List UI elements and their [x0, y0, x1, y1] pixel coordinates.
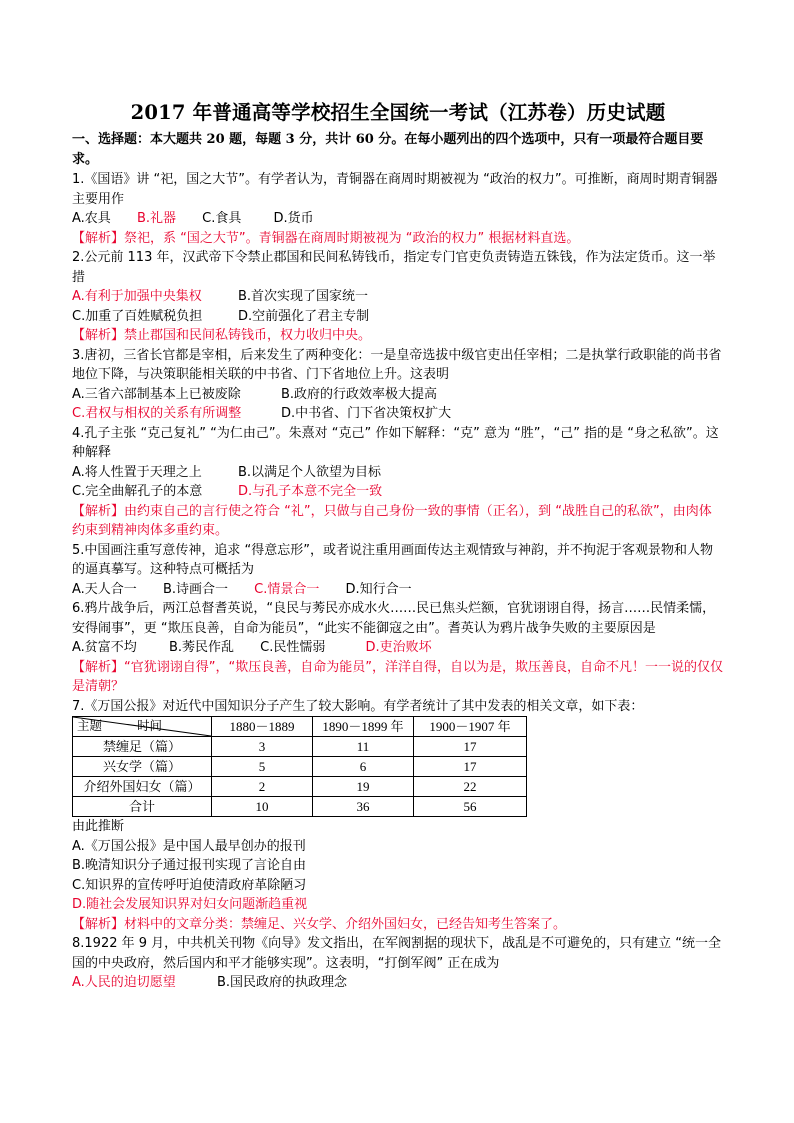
table-header: 1890－1899 年: [313, 717, 414, 737]
question-4-stem: 4.孔子主张 “克己复礼” “为仁由己”。朱熹对 “克己” 作如下解释：“克” 意为 “胜”，“己” 指的是 “身之私欲”。这种解释: [72, 425, 719, 460]
q2-option-a: A.有利于加强中央集权: [72, 289, 202, 304]
analysis-text: “官犹诩诩自得”，“欺压良善，自命为能员”，洋洋自得，自以为是，欺压善良，自命不凡！一一说的仅仅是清朝？: [72, 659, 723, 694]
table-row: [73, 757, 527, 777]
q1-option-c: C.食具: [202, 211, 242, 226]
q8-option-a: A.人民的迫切愿望: [72, 975, 176, 990]
row-label: 合计: [73, 797, 212, 817]
question-6-stem: 6.鸦片战争后，两江总督耆英说，“良民与莠民亦成水火……民已焦头烂额，官犹诩诩自得，扬言……民情柔懦，安得闹事”，更 “欺压良善，自命为能员”，“此实不能御寇之由”。耆英认为鸦片战争失败的主要原因是: [72, 601, 716, 636]
statistics-table: [72, 716, 527, 817]
question-2-analysis: [72, 326, 724, 346]
analysis-text: 由约束自己的言行使之符合 “礼”，只做与自己身份一致的事情（正名），到 “战胜自己的私欲”，由肉体约束到精神肉体多重约束。: [72, 503, 712, 538]
q3-option-a: A.三省六部制基本上已被废除: [72, 386, 241, 402]
q6-option-a: A.贫富不均: [72, 640, 137, 655]
question-5-stem: 5.中国画注重写意传神，追求 “得意忘形”，或者说注重用画面传达主观情致与神韵，并不拘泥于客观景物和人物的逼真摹写。这种特点可概括为: [72, 542, 714, 577]
question-2-options: [72, 287, 724, 307]
page-title: 2017 年普通高等学校招生全国统一考试（江苏卷）历史试题: [130, 101, 666, 124]
table-cell: 17: [414, 757, 527, 777]
question-2-options-row2: [72, 307, 724, 327]
q3-option-b: B.政府的行政效率极大提高: [281, 386, 438, 402]
corner-theme-label: 主题: [77, 719, 103, 733]
q6-option-c: C.民性懦弱: [260, 640, 326, 655]
q4-option-c: C.完全曲解孔子的本意: [72, 484, 203, 499]
analysis-tag: 【解析】: [72, 659, 125, 675]
q8-option-b: B.国民政府的执政理念: [217, 975, 348, 990]
question-7-stem: 7.《万国公报》对近代中国知识分子产生了较大影响。有学者统计了其中发表的相关文章，如下表：: [72, 698, 644, 714]
q7-option-a: A.《万国公报》是中国人最早创办的报刊: [72, 838, 306, 854]
table-cell: 10: [212, 797, 313, 817]
row-label: 介绍外国妇女（篇）: [73, 777, 212, 797]
question-6-analysis: [72, 658, 724, 697]
q2-option-c: C.加重了百姓赋税负担: [72, 308, 203, 324]
table-corner-cell: [73, 717, 212, 737]
analysis-tag: 【解析】: [72, 503, 125, 519]
exam-page: [72, 100, 724, 993]
question-3-options: [72, 385, 724, 405]
table-cell: 56: [414, 797, 527, 817]
question-4-options-row2: [72, 482, 724, 502]
q3-option-c: C.君权与相权的关系有所调整: [72, 406, 242, 421]
question-2-stem: 2.公元前 113 年，汉武帝下令禁止郡国和民间私铸钱币，指定专门官吏负责铸造五铢钱，作为法定货币。这一举措: [72, 250, 716, 285]
analysis-tag: 【解析】: [72, 916, 125, 932]
q2-option-b: B.首次实现了国家统一: [238, 289, 369, 304]
table-header-row: [73, 717, 527, 737]
table-row: [73, 797, 527, 817]
question-5-options: [72, 580, 724, 600]
q5-option-c: C.情景合一: [254, 581, 320, 597]
analysis-tag: 【解析】: [72, 328, 125, 343]
q4-option-d: D.与孔子本意不完全一致: [238, 484, 383, 499]
question-3-stem: 3.唐初，三省长官都是宰相，后来发生了两种变化：一是皇帝选拔中级官吏出任宰相；二是执掌行政职能的尚书省地位下降，与决策职能相关联的中书省、门下省地位上升。这表明: [72, 347, 722, 382]
row-label: 兴女学（篇）: [73, 757, 212, 777]
q7-option-b: B.晚清知识分子通过报刊实现了言论自由: [72, 858, 307, 873]
q3-option-d: D.中书省、门下省决策权扩大: [281, 406, 452, 421]
question-6-options: [72, 638, 724, 658]
table-cell: 17: [414, 737, 527, 757]
q5-option-d: D.知行合一: [345, 581, 412, 597]
q6-option-b: B.莠民作乱: [168, 640, 235, 655]
question-3-options-row2: [72, 404, 724, 424]
q4-option-b: B.以满足个人欲望为目标: [238, 464, 382, 480]
question-4-options: [72, 463, 724, 483]
q7-option-c: C.知识界的宣传呼吁迫使清政府革除陋习: [72, 877, 307, 893]
table-cell: 6: [313, 757, 414, 777]
question-8-stem: 8.1922 年 9 月，中共机关刊物《向导》发文指出，在军阀割据的现状下，战乱是不可避免的，只有建立 “统一全国的中央政府，然后国内和平才能够实现”。这表明，“打倒军阀” 正在成为: [72, 936, 722, 971]
table-row: [73, 777, 527, 797]
table-cell: 5: [212, 757, 313, 777]
table-cell: 19: [313, 777, 414, 797]
table-cell: 11: [313, 737, 414, 757]
table-header: 1900－1907 年: [414, 717, 527, 737]
q1-option-b: B.礼器: [136, 211, 177, 226]
table-cell: 2: [212, 777, 313, 797]
q2-option-d: D.空前强化了君主专制: [238, 308, 370, 324]
table-cell: 3: [212, 737, 313, 757]
q5-option-b: B.诗画合一: [162, 581, 229, 597]
section-heading: 一、选择题：本大题共 20 题，每题 3 分，共计 60 分。在每小题列出的四个选项中，只有一项最符合题目要求。: [72, 132, 704, 167]
analysis-tag: 【解析】: [72, 230, 125, 246]
table-cell: 36: [313, 797, 414, 817]
analysis-text: 祭祀，系 “国之大节”。青铜器在商周时期被视为 “政治的权力” 根据材料直选。: [124, 230, 580, 246]
corner-time-label: 时间: [137, 719, 163, 733]
question-4-analysis: [72, 502, 724, 541]
question-1-analysis: [72, 229, 724, 249]
q1-option-d: D.货币: [273, 211, 314, 226]
question-1-options: [72, 209, 724, 229]
analysis-text: 材料中的文章分类：禁缠足、兴女学、介绍外国妇女，已经告知考生答案了。: [124, 916, 567, 932]
table-cell: 22: [414, 777, 527, 797]
question-1-stem: 1.《国语》讲 “祀，国之大节”。有学者认为，青铜器在商周时期被视为 “政治的权力”。可推断，商周时期青铜器主要用作: [72, 172, 718, 207]
table-header: 1880－1889: [212, 717, 313, 737]
q5-option-a: A.天人合一: [72, 581, 137, 597]
question-7-lead: 由此推断: [72, 819, 125, 834]
q4-option-a: A.将人性置于天理之上: [72, 464, 202, 480]
q7-option-d: D.随社会发展知识界对妇女问题渐趋重视: [72, 897, 308, 912]
analysis-text: 禁止郡国和民间私铸钱币，权力收归中央。: [124, 328, 372, 343]
question-8-options: [72, 973, 724, 993]
q1-option-a: A.农具: [72, 211, 111, 226]
question-7-analysis: [72, 915, 724, 935]
q6-option-d: D.吏治败坏: [365, 640, 432, 655]
table-row: [73, 737, 527, 757]
row-label: 禁缠足（篇）: [73, 737, 212, 757]
